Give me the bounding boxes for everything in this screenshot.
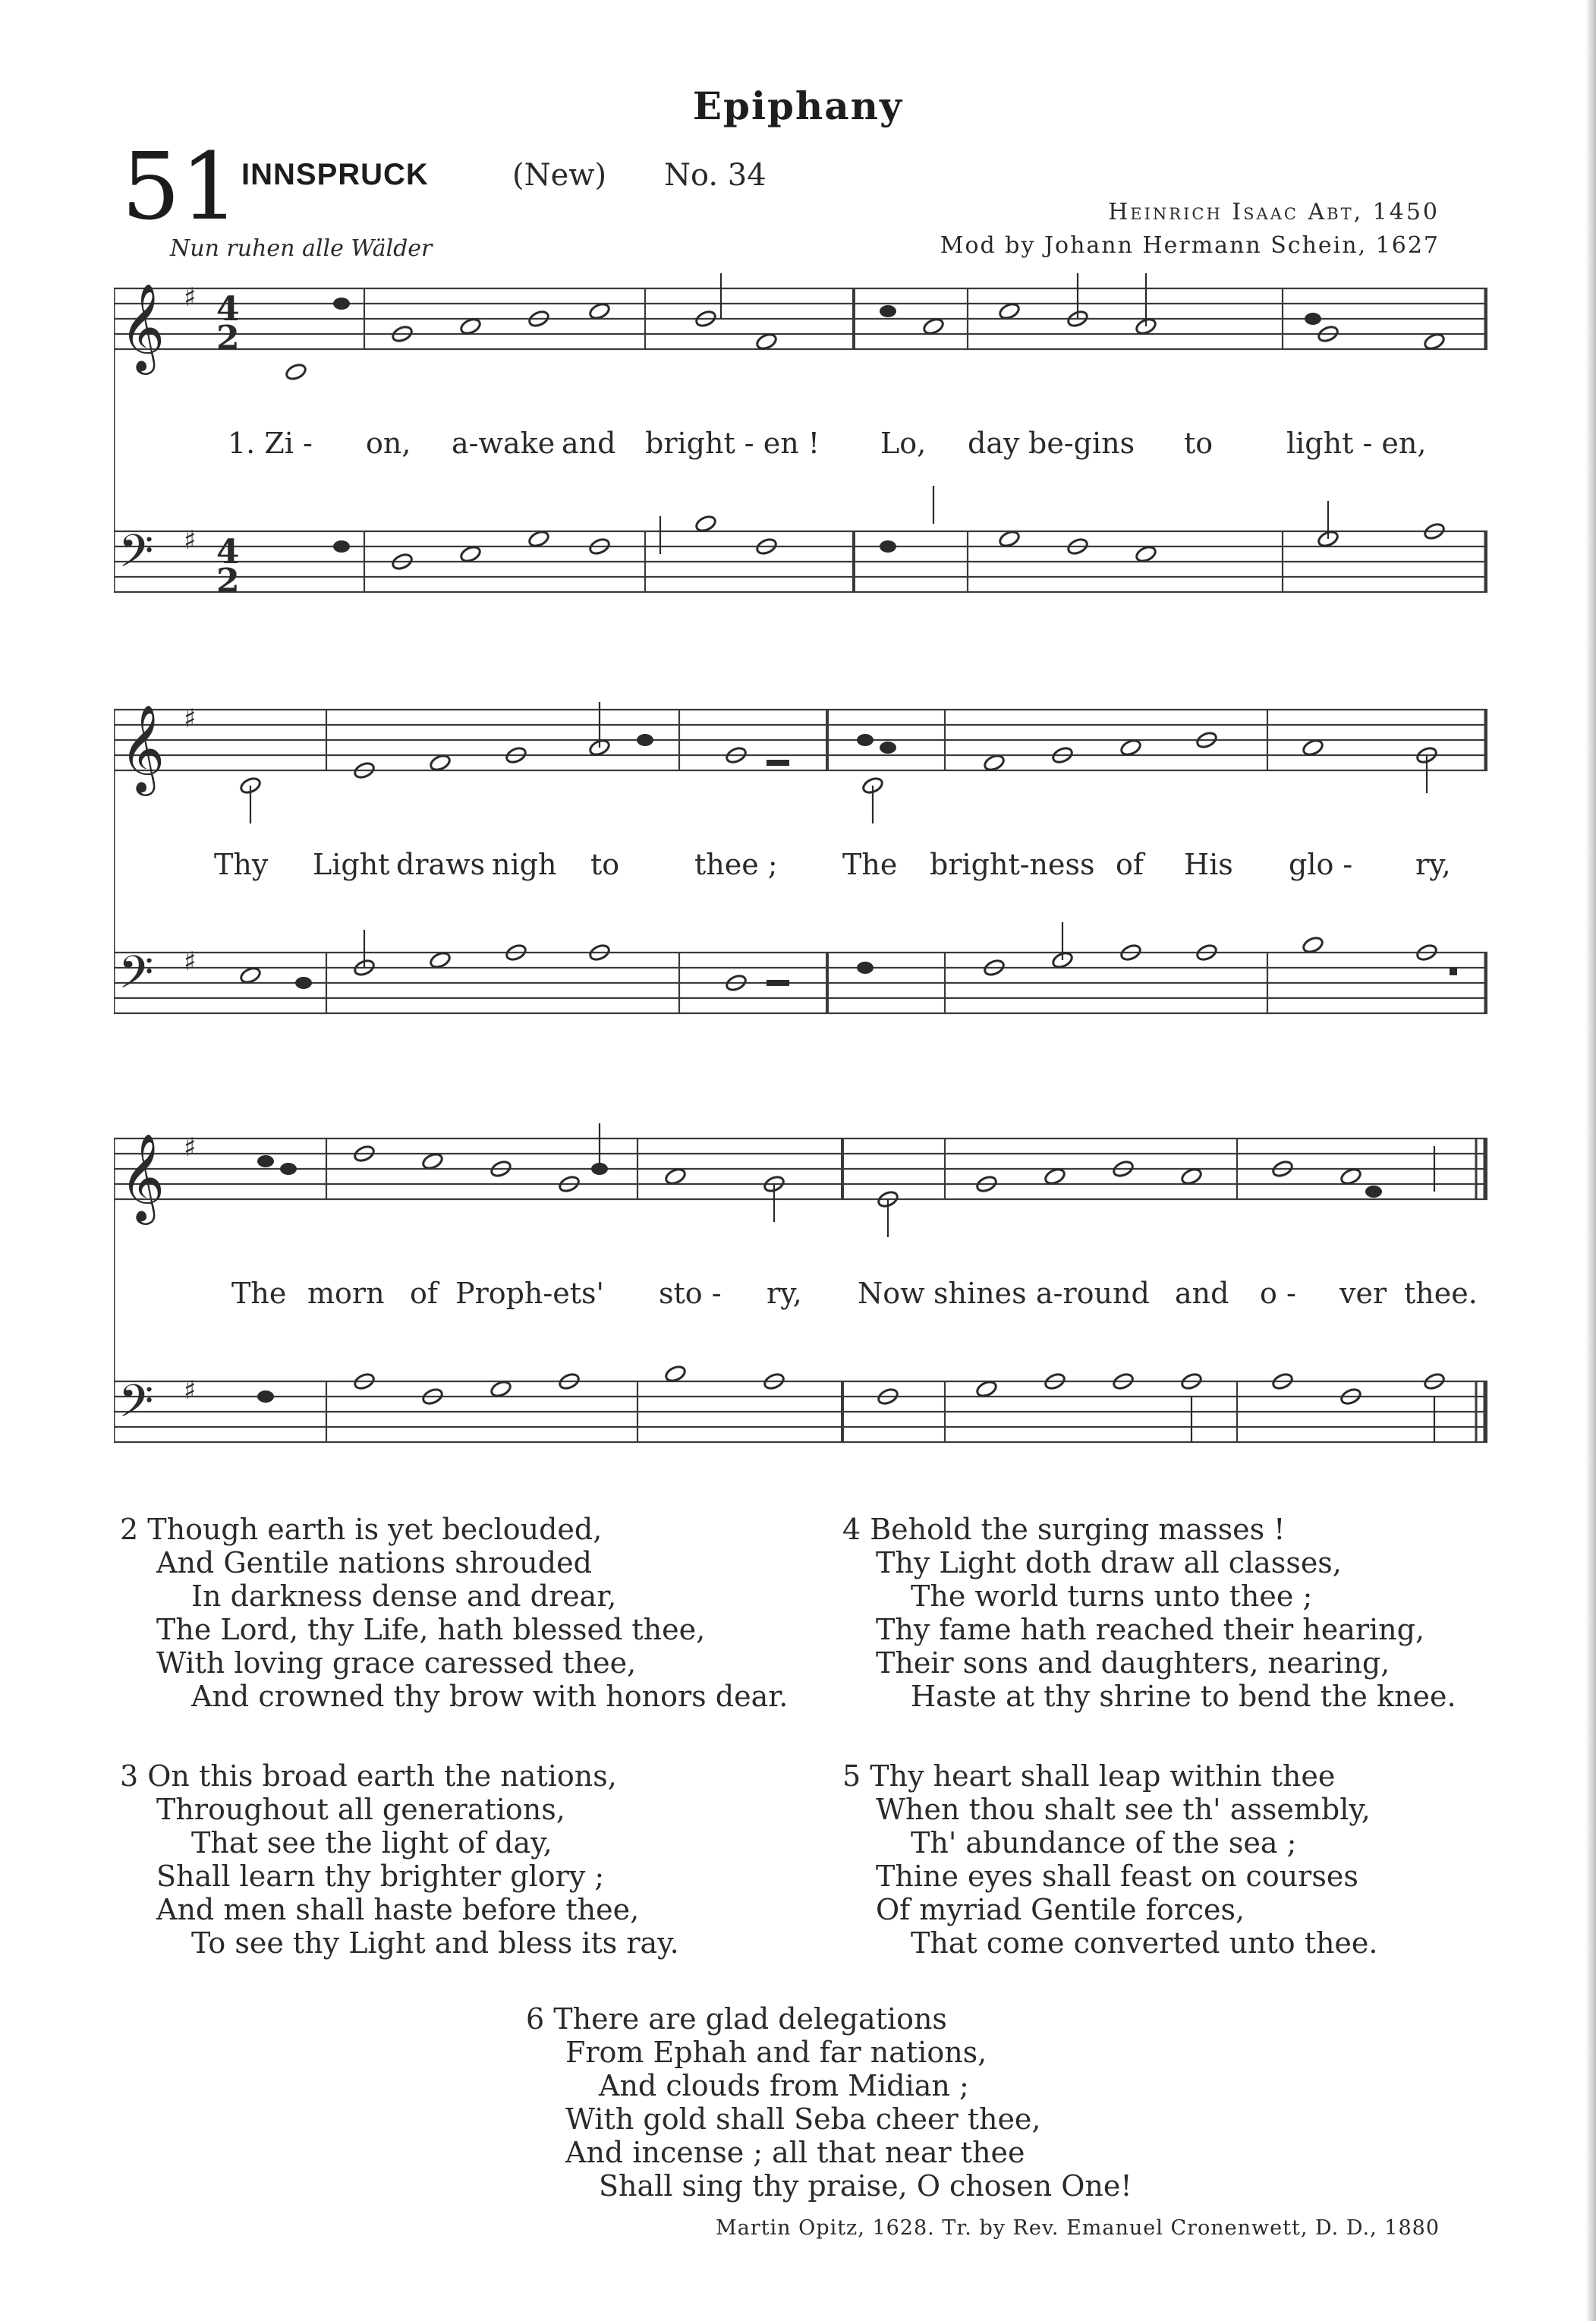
verse-line: With loving grace caressed thee,: [156, 1646, 637, 1680]
verse-line: From Ephah and far nations,: [565, 2036, 987, 2069]
lyric: glo -: [1289, 848, 1353, 881]
tune-name: INNSPRUCK: [241, 158, 429, 191]
verse-line: Throughout all generations,: [156, 1793, 565, 1826]
lyric: to: [590, 848, 620, 881]
verse-line: Thy Light doth draw all classes,: [876, 1546, 1342, 1579]
svg-text:𝄢: 𝄢: [118, 524, 154, 588]
lyric: day: [968, 427, 1020, 460]
verse-line: Shall sing thy praise, O chosen One!: [599, 2169, 1132, 2203]
verse-line: In darkness dense and drear,: [191, 1579, 617, 1613]
music-system-1: [114, 258, 1487, 653]
svg-text:2: 2: [216, 562, 240, 600]
lyric: Thy: [214, 848, 269, 881]
verse-line: 3 On this broad earth the nations,: [120, 1759, 617, 1793]
verse-line: The Lord, thy Life, hath blessed thee,: [156, 1613, 706, 1646]
verse-line: Their sons and daughters, nearing,: [876, 1646, 1390, 1680]
verse-5: [842, 1759, 1377, 1960]
verse-line: Thy fame hath reached their hearing,: [876, 1613, 1425, 1646]
lyric: to: [1184, 427, 1214, 460]
verse-line: 6 There are glad delegations: [526, 2002, 947, 2036]
svg-text:𝄞: 𝄞: [120, 704, 165, 792]
verse-line: 4 Behold the surging masses !: [842, 1513, 1286, 1546]
verse-line: Thine eyes shall feast on courses: [876, 1860, 1358, 1893]
german-title: Nun ruhen alle Wälder: [170, 235, 433, 262]
verse-line: 2 Though earth is yet beclouded,: [120, 1513, 603, 1546]
verse-line: And clouds from Midian ;: [599, 2069, 969, 2102]
svg-text:♯: ♯: [184, 704, 197, 734]
lyric: Proph-ets': [455, 1277, 604, 1310]
music-system-3: [114, 1108, 1487, 1518]
verse-line: And men shall haste before thee,: [156, 1893, 640, 1926]
svg-text:♯: ♯: [184, 946, 197, 977]
lyric: of: [410, 1277, 438, 1310]
lyric: morn: [307, 1277, 385, 1310]
composer: Heinrich Isaac Abt, 1450: [1108, 199, 1440, 225]
tune-number: No. 34: [664, 158, 767, 193]
lyric: a-round: [1036, 1277, 1150, 1310]
lyric: ry,: [767, 1277, 802, 1310]
svg-text:♯: ♯: [184, 525, 197, 556]
lyric: a-wake: [452, 427, 556, 460]
lyric: 1. Zi -: [228, 427, 313, 460]
verse-3: [120, 1759, 679, 1960]
lyric: thee ;: [694, 848, 778, 881]
lyric: His: [1184, 848, 1233, 881]
lyric: nigh: [492, 848, 557, 881]
verse-2: [120, 1513, 788, 1713]
music-system-2: [114, 679, 1487, 1074]
svg-text:♯: ♯: [184, 1132, 197, 1163]
svg-text:4: 4: [216, 290, 240, 329]
svg-text:𝄢: 𝄢: [118, 946, 154, 1009]
lyric: Light: [313, 848, 390, 881]
section-title: Epiphany: [692, 83, 904, 128]
lyric: light - en,: [1286, 427, 1427, 460]
lyric: and: [1175, 1277, 1229, 1310]
lyric: ry,: [1415, 848, 1451, 881]
page-edge: [1585, 0, 1596, 2321]
verse-line: Th' abundance of the sea ;: [911, 1826, 1297, 1860]
verse-line: Haste at thy shrine to bend the knee.: [911, 1680, 1456, 1713]
svg-text:𝄞: 𝄞: [120, 282, 165, 371]
lyric: draws: [396, 848, 486, 881]
translation-credit: Martin Opitz, 1628. Tr. by Rev. Emanuel Cronenwett, D. D., 1880: [716, 2216, 1440, 2240]
verse-line: Of myriad Gentile forces,: [876, 1893, 1245, 1926]
verse-line: And crowned thy brow with honors dear.: [191, 1680, 789, 1713]
verse-line: To see thy Light and bless its ray.: [191, 1926, 679, 1960]
hymn-number: 51: [121, 133, 240, 241]
lyric: on,: [366, 427, 411, 460]
svg-text:2: 2: [216, 319, 240, 357]
lyric: shines: [933, 1277, 1027, 1310]
svg-text:4: 4: [216, 533, 240, 572]
verse-6: [526, 2002, 1132, 2203]
tune-note: (New): [512, 158, 607, 193]
verse-line: That come converted unto thee.: [911, 1926, 1378, 1960]
lyric: bright - en !: [645, 427, 820, 460]
lyric: o -: [1260, 1277, 1296, 1310]
lyric: and: [562, 427, 616, 460]
lyric: of: [1116, 848, 1144, 881]
verse-4: [842, 1513, 1456, 1713]
svg-text:♯: ♯: [184, 282, 197, 313]
modifier: Mod by Johann Hermann Schein, 1627: [940, 232, 1440, 259]
svg-text:♯: ♯: [184, 1375, 197, 1406]
verse-line: That see the light of day,: [191, 1826, 552, 1860]
verse-line: And Gentile nations shrouded: [156, 1546, 592, 1579]
staff-system-3: [114, 1108, 1487, 1518]
svg-text:𝄢: 𝄢: [118, 1375, 154, 1438]
lyric: Lo,: [880, 427, 927, 460]
lyric: be-gins: [1028, 427, 1135, 460]
lyric: bright-ness: [930, 848, 1095, 881]
lyric: The: [231, 1277, 287, 1310]
verse-line: The world turns unto thee ;: [911, 1579, 1313, 1613]
lyric: ver: [1339, 1277, 1387, 1310]
lyric: sto -: [659, 1277, 722, 1310]
verse-line: 5 Thy heart shall leap within thee: [842, 1759, 1336, 1793]
svg-text:𝄞: 𝄞: [120, 1132, 165, 1221]
lyric: thee.: [1404, 1277, 1478, 1310]
verse-line: And incense ; all that near thee: [565, 2136, 1025, 2169]
verse-line: Shall learn thy brighter glory ;: [156, 1860, 605, 1893]
lyric: Now: [858, 1277, 925, 1310]
lyric: The: [842, 848, 898, 881]
verse-line: When thou shalt see th' assembly,: [876, 1793, 1371, 1826]
verse-line: With gold shall Seba cheer thee,: [565, 2102, 1041, 2136]
